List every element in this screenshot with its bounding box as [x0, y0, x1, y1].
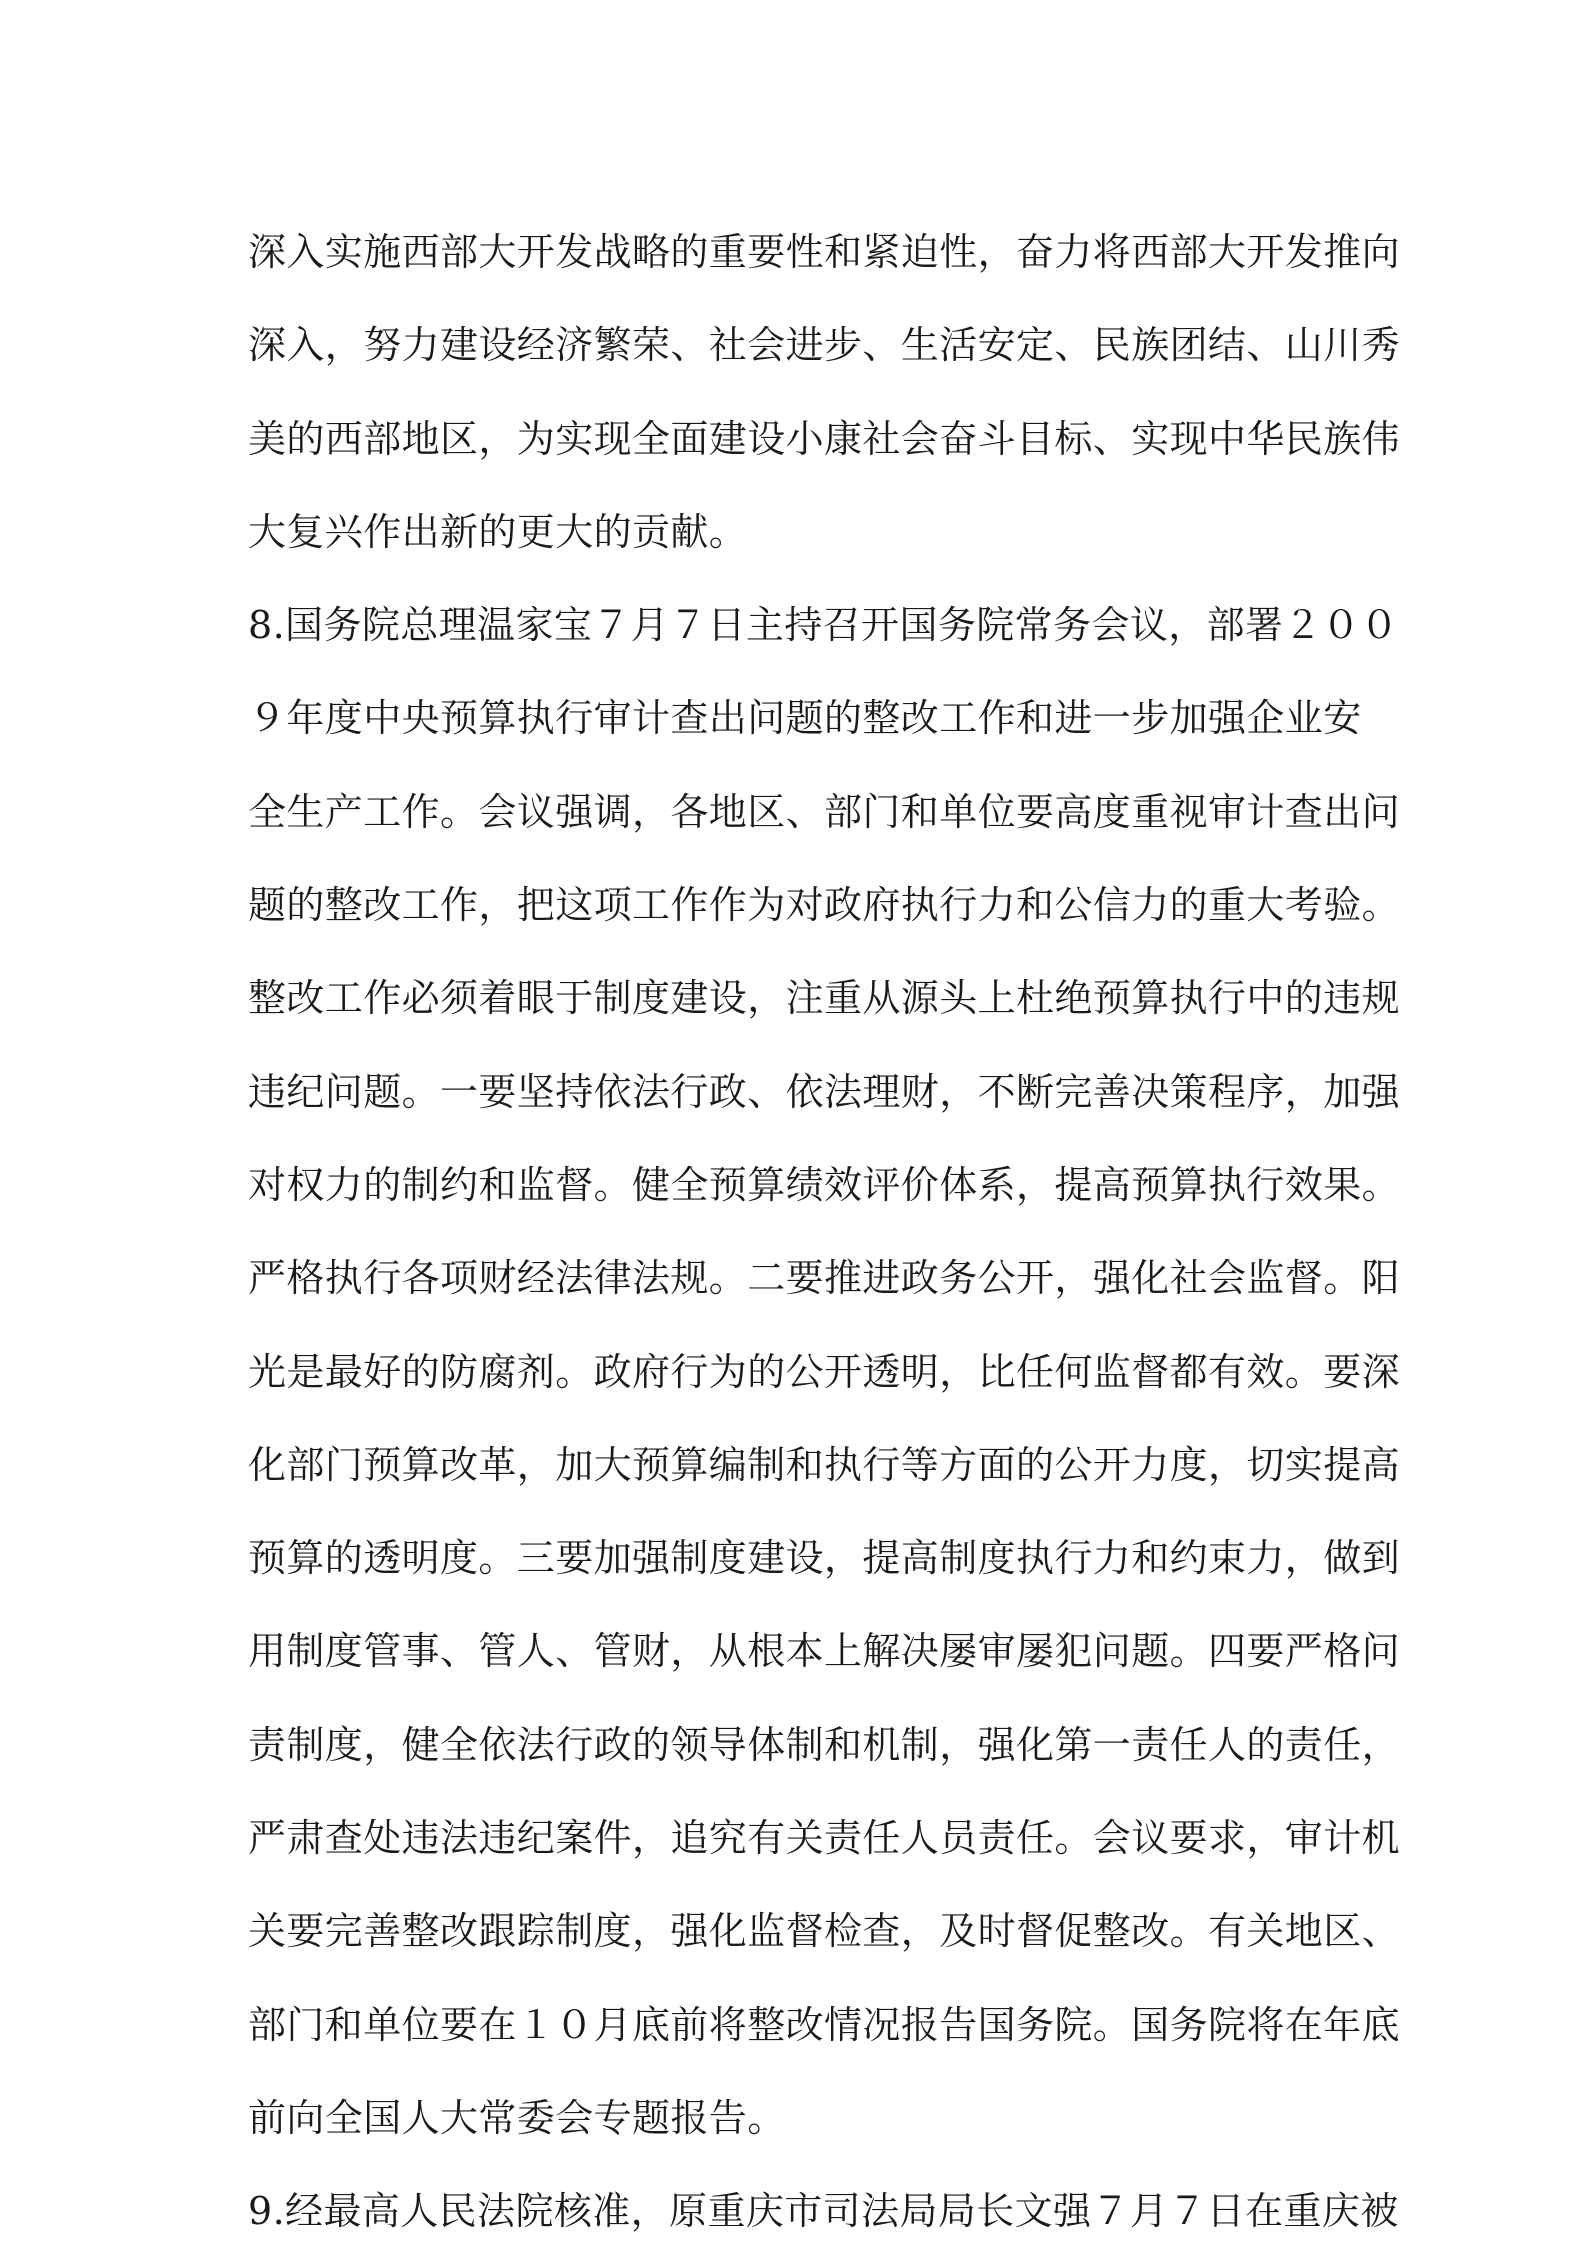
text-line: 深入，努力建设经济繁荣、社会进步、生活安定、民族团结、山川秀 — [248, 323, 1401, 368]
text-line: 深入实施西部大开发战略的重要性和紧迫性，奋力将西部大开发推向 — [248, 230, 1401, 274]
text-line: ９年度中央预算执行审计查出问题的整改工作和进一步加强企业安 — [248, 696, 1362, 741]
text-line: 对权力的制约和监督。健全预算绩效评价体系，提高预算执行效果。 — [248, 1162, 1401, 1207]
text-line: 美的西部地区，为实现全面建设小康社会奋斗目标、实现中华民族伟 — [248, 416, 1401, 461]
text-line: 前向全国人大常委会专题报告。 — [248, 2095, 786, 2140]
text-line: 关要完善整改跟踪制度，强化监督检查，及时督促整改。有关地区、 — [248, 1909, 1401, 1954]
text-line: 大复兴作出新的更大的贡献。 — [248, 509, 748, 554]
text-line: 严肃查处违法违纪案件，追究有关责任人员责任。会议要求，审计机 — [248, 1816, 1401, 1861]
text-line: 用制度管事、管人、管财，从根本上解决屡审屡犯问题。四要严格问 — [248, 1629, 1401, 1674]
text-line: 化部门预算改革，加大预算编制和执行等方面的公开力度，切实提高 — [248, 1442, 1401, 1487]
text-line: 预算的透明度。三要加强制度建设，提高制度执行力和约束力，做到 — [248, 1536, 1401, 1581]
text-line: 违纪问题。一要坚持依法行政、依法理财，不断完善决策程序，加强 — [248, 1069, 1401, 1114]
text-line: 题的整改工作，把这项工作作为对政府执行力和公信力的重大考验。 — [248, 883, 1401, 928]
body-text — [248, 206, 1401, 2259]
text-line: 光是最好的防腐剂。政府行为的公开透明，比任何监督都有效。要深 — [248, 1349, 1401, 1394]
text-line: 严格执行各项财经法律法规。二要推进政务公开，强化社会监督。阳 — [248, 1256, 1401, 1301]
text-line: 整改工作必须着眼于制度建设，注重从源头上杜绝预算执行中的违规 — [248, 976, 1401, 1021]
text-line: 8.国务院总理温家宝７月７日主持召开国务院常务会议，部署２００ — [248, 603, 1399, 648]
text-line: 责制度，健全依法行政的领导体制和机制，强化第一责任人的责任， — [248, 1722, 1401, 1767]
text-line: 部门和单位要在１０月底前将整改情况报告国务院。国务院将在年底 — [248, 2002, 1401, 2047]
text-line: 全生产工作。会议强调，各地区、部门和单位要高度重视审计查出问 — [248, 789, 1401, 834]
text-line: 9.经最高人民法院核准，原重庆市司法局局长文强７月７日在重庆被 — [248, 2189, 1399, 2234]
